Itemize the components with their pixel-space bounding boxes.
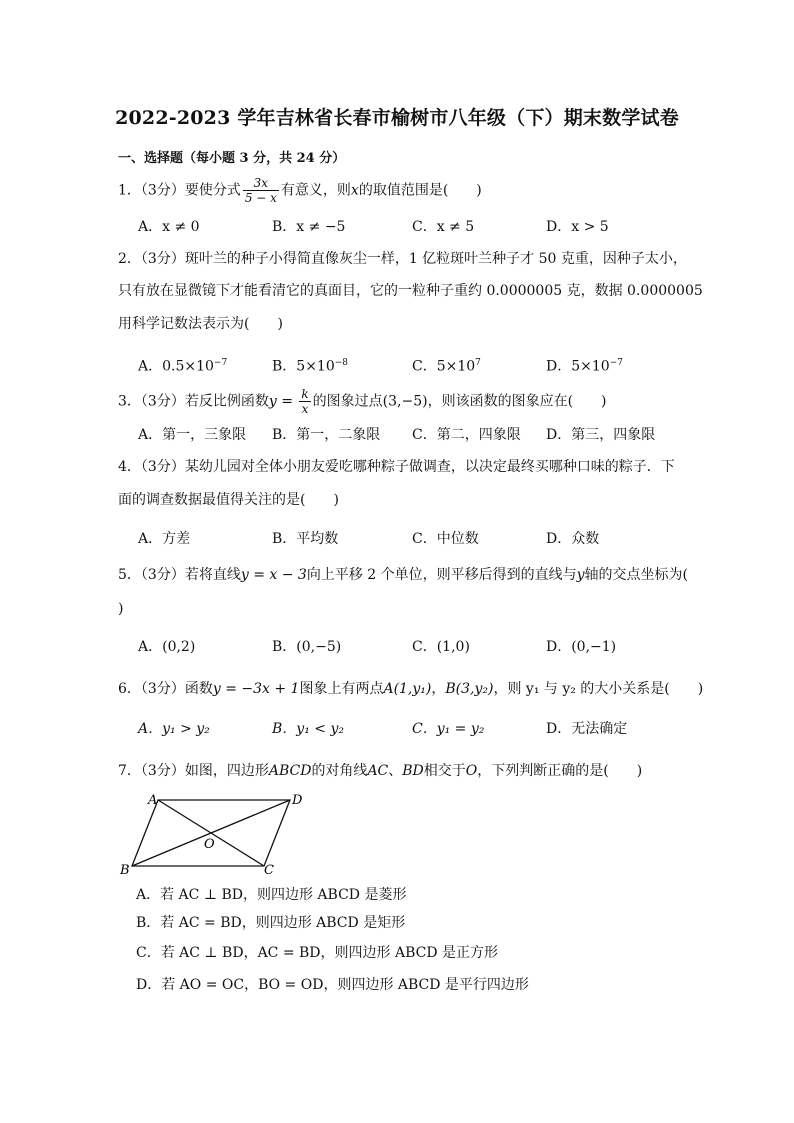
q5-option-a: A．(0,2) bbox=[138, 639, 196, 655]
q7-option-d: D．若 AO = OC，BO = OD，则四边形 ABCD 是平行四边形 bbox=[136, 977, 529, 993]
q7-option-b: B．若 AC = BD，则四边形 ABCD 是矩形 bbox=[136, 915, 406, 931]
q5-option-c: C．(1,0) bbox=[412, 639, 470, 655]
q2-option-b: B．$5\times 10^{-8}$ bbox=[272, 358, 349, 375]
label-a: A bbox=[148, 793, 158, 808]
fraction: $\frac{3x}{5 - x}$ bbox=[244, 176, 277, 205]
q7-option-c: C．若 AC ⊥ BD，AC = BD，则四边形 ABCD 是正方形 bbox=[136, 945, 499, 961]
question-1: 1．（3分）要使分式 $\frac{3x}{5 - x}$ 有意义，则x的取值范围是( ) bbox=[118, 176, 482, 205]
q6-option-c: C．y₁ = y₂ bbox=[412, 721, 485, 737]
q6-option-b: B．y₁ < y₂ bbox=[272, 721, 344, 737]
q1-option-b: B．x ≠ −5 bbox=[272, 219, 346, 235]
q7-option-a: A．若 AC ⊥ BD，则四边形 ABCD 是菱形 bbox=[136, 887, 407, 903]
section-heading: 一、选择题（每小题 3 分，共 24 分） bbox=[118, 151, 346, 166]
fraction: $\frac{k}{x}$ bbox=[301, 387, 309, 416]
page-title: 2022-2023 学年吉林省长春市榆树市八年级（下）期末数学试卷 bbox=[115, 107, 679, 129]
question-4-line-2: 面的调查数据最值得关注的是( ) bbox=[118, 492, 339, 508]
question-5-line-1: 5．（3分）若将直线y = x − 3向上平移 2 个单位，则平移后得到的直线与y轴的交点坐标为( bbox=[118, 567, 689, 583]
question-6: 6．（3分）函数y = −3x + 1图象上有两点A(1,y₁)，B(3,y₂)，则 y₁ 与 y₂ 的大小关系是( ) bbox=[118, 681, 704, 697]
label-c: C bbox=[264, 863, 274, 878]
q1-option-d: D．x > 5 bbox=[546, 219, 609, 235]
question-4-line-1: 4．（3分）某幼儿园对全体小朋友爱吃哪种粽子做调查，以决定最终买哪种口味的粽子．下 bbox=[118, 459, 675, 475]
question-5-line-2: ) bbox=[118, 601, 124, 617]
q3-option-d: D．第三，四象限 bbox=[546, 427, 656, 443]
question-2-line-2: 只有放在显微镜下才能看清它的真面目，它的一粒种子重约 0.0000005 克，数据 0.0000005 bbox=[118, 283, 703, 299]
q4-option-a: A．方差 bbox=[138, 531, 191, 547]
q1-option-a: A．x ≠ 0 bbox=[138, 219, 200, 235]
q3-option-c: C．第二，四象限 bbox=[412, 427, 521, 443]
parallelogram-figure bbox=[116, 790, 316, 880]
label-b: B bbox=[120, 863, 130, 878]
question-7: 7．（3分）如图，四边形ABCD的对角线AC、BD相交于O，下列判断正确的是( ) bbox=[118, 763, 643, 779]
q3-option-b: B．第一，二象限 bbox=[272, 427, 381, 443]
question-2-line-1: 2．（3分）斑叶兰的种子小得简直像灰尘一样，1 亿粒斑叶兰种子才 50 克重，因种子太小， bbox=[118, 251, 687, 267]
q4-option-d: D．众数 bbox=[546, 531, 600, 547]
question-2-line-3: 用科学记数法表示为( ) bbox=[118, 316, 283, 332]
diagonal-bd bbox=[132, 800, 290, 866]
q3-option-a: A．第一，三象限 bbox=[138, 427, 247, 443]
q2-option-c: C．$5\times 10^7$ bbox=[412, 358, 481, 375]
q4-option-b: B．平均数 bbox=[272, 531, 339, 547]
q6-option-d: D．无法确定 bbox=[546, 721, 628, 737]
q5-option-d: D．(0,−1) bbox=[546, 639, 617, 655]
q2-option-a: A．$0.5\times 10^{-7}$ bbox=[138, 358, 228, 375]
q1-option-c: C．x ≠ 5 bbox=[412, 219, 475, 235]
q6-option-a: A．y₁ > y₂ bbox=[138, 721, 210, 737]
label-d: D bbox=[292, 793, 303, 808]
label-o: O bbox=[204, 837, 215, 852]
q5-option-b: B．(0,−5) bbox=[272, 639, 342, 655]
q4-option-c: C．中位数 bbox=[412, 531, 479, 547]
q2-option-d: D．$5\times 10^{-7}$ bbox=[546, 358, 623, 375]
question-3: 3．（3分）若反比例函数y = $\frac{k}{x}$ 的图象过点(3,−5)，则该函数的图象应在( ) bbox=[118, 387, 607, 416]
